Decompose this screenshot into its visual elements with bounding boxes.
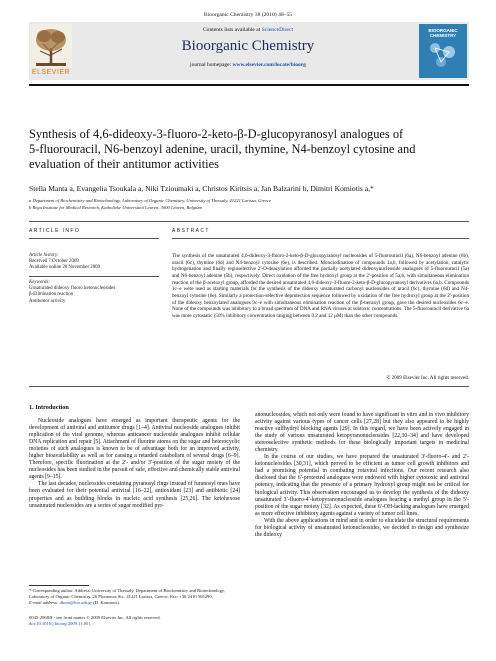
- issn-doi-block: [29, 615, 329, 627]
- article-info-heading: ARTICLE INFO: [29, 228, 81, 234]
- body-column-right: [255, 412, 469, 539]
- divider: [29, 238, 159, 239]
- affiliation-b: b Rega Institute for Medical Research, Katholieke Universiteit Leuven, 3000 Leuven, Belgium: [29, 205, 202, 210]
- paragraph: Nucleoside analogues have emerged as important therapeutic agents for the development of antiviral and antitumor drugs [1–4]. Antiviral nucleoside analogues inhibit replication of the viral genome, whereas anticancer nucleoside analogues inhibit cellular DNA replication and repair [5]. Attachment of fluorine atoms on the sugar and heterocyclic moieties of such analogues is known to be of advantage both for an improved activity, higher bioavailability as well as for causing a retarded catabolism of several drugs [6–9]. Therefore, specific fluorination at the 2′- and/or 3′-position of the sugar moiety of the nucleosides has been studied in the pursuit of safe, effective and chemically stable antiviral agents [9–15].: [29, 418, 240, 481]
- introduction-heading: 1. Introduction: [29, 404, 69, 411]
- corresponding-author-footnote: [29, 588, 240, 605]
- author-email-link[interactable]: dkom@bio.uth.gr: [59, 599, 93, 605]
- journal-cover-thumbnail: [419, 24, 467, 78]
- email-label: E-mail address:: [29, 599, 59, 605]
- journal-citation: Bioorganic Chemistry 38 (2010) 48–55: [203, 12, 293, 18]
- cover-molecule-art: [425, 38, 461, 70]
- abstract-heading: ABSTRACT: [172, 228, 210, 234]
- keywords-label: Keywords:: [29, 280, 51, 285]
- abstract-text: The synthesis of the unsaturated 4,6-dideoxy-3-fluoro-2-keto-β-D-glucopyranosyl nucleosides of 5-fluorouracil (6a), N6-benzoyl adenine (6b), uracil (6c), thymine (6d) and N4-benzoyl cytosine (6e), is described. Monoiodination of compounds 1a,b, followed by acetylation, catalytic hydrogenation and finally regioselective 2′-O-deacylation afforded the partially acetylated dideoxynucleoside analogues of 5-fluorouracil (5a) and N6-benzoyl adenine (5b), respectively. Direct oxidation of the free hydroxyl group at the 2′-position of 5a,b, with simultaneous elimination reaction of the β-acetoxyl group, afforded the desired unsaturated 4,6-dideoxy-3-fluoro-2-keto-β-D-glucopyranosyl derivatives 6a,b. Compounds 1c–e were used as starting materials for the synthesis of the dideoxy unsaturated carbonyl nucleosides of uracil (6c), thymine (6d) and N4-benzoyl cytosine (6e). Similarly a protection-selective deprotection sequence followed by oxidation of the free hydroxyl group at the 2′-position of the dideoxy benzoylated analogues 9c–e with simultaneous elimination reaction of the β-benzoyl group, gave the desired nucleosides 6c–e. None of the compounds was inhibitory to a broad spectrum of DNA and RNA viruses at subtoxic concentrations. The 5-fluorouracil derivative 6a was more cytostatic (50% inhibitory concentration ranging between 0.2 and 12 μM) than the other compounds.: [172, 253, 469, 319]
- article-title: [29, 127, 469, 172]
- journal-title: Bioorganic Chemistry: [181, 38, 315, 54]
- title-line: evaluation of their antitumor activities: [29, 157, 219, 171]
- affiliation-a: a Department of Biochemistry and Biotechnology, Laboratory of Organic Chemistry, University of Thessaly, 41221 Larissa, Greece: [29, 198, 272, 203]
- keyword: Unsaturated dideoxy fluoro ketonucleosides: [29, 286, 116, 292]
- divider: [29, 221, 469, 222]
- divider: [29, 386, 469, 387]
- publisher-name: ELSEVIER: [31, 69, 71, 76]
- paragraph: In the course of our studies, we have prepared the unsaturated 3′-fluoro-4′- and 2′-ketonucleosides [30,31], which proved to be efficient as tumor cell growth inhibitors and had a promising potential in combating rotaviral infections. Our recent research also disclosed that the 6′-protected analogues were endowed with higher cytotoxic and antiviral potency, indicating that the presence of a primary hydroxyl group might not be critical for biological activity. This observation encouraged us to develop the synthesis of the dideoxy unsaturated 3′-fluoro-4′-ketopyranonucleoside analogues bearing a methyl group in the 5′-position of the sugar moiety [32]. As expected, these 6′-OH-lacking analogues have emerged as more effective inhibitory agents against a variety of tumor cell lines.: [255, 454, 469, 517]
- copyright-notice: © 2009 Elsevier Inc. All rights reserved.: [386, 375, 469, 381]
- header-rule: [29, 84, 469, 86]
- article-history: [29, 253, 159, 272]
- contents-prefix: Contents lists available at: [202, 27, 261, 33]
- paragraph: The last decades, nucleosides containing pyranosyl rings instead of furanosyl ones have been evaluated for their potential antiviral [16–22], antioxidant [23] and antibiotic [24] properties and as building blocks in nucleic acid synthesis [25,26]. The ketohexose unsaturated nucleosides are a series of sugar modified pyr-: [29, 481, 240, 509]
- keywords-block: [29, 280, 159, 305]
- available-date: Available online 20 November 2009: [29, 265, 101, 271]
- paragraph: With the above applications in mind and in order to elucidate the structural requirements for biological activity of unsaturated ketonucleosides, we decided to design and synthesize the dideoxy: [255, 517, 469, 538]
- divider: [29, 276, 159, 277]
- issn-line: 0045-2068/$ - see front matter © 2009 Elsevier Inc. All rights reserved.: [29, 615, 161, 620]
- title-line: 5-fluorouracil, N6-benzoyl adenine, uracil, thymine, N4-benzoyl cytosine and: [29, 142, 416, 156]
- received-date: Received 7 October 2009: [29, 259, 79, 265]
- body-column-left: [29, 418, 240, 510]
- homepage-link[interactable]: www.elsevier.com/locate/bioorg: [232, 62, 306, 68]
- doi-link[interactable]: doi:10.1016/j.bioorg.2009.11.001: [29, 621, 91, 626]
- divider: [172, 238, 469, 239]
- email-suffix: (D. Komiotis).: [93, 599, 121, 605]
- footnote-address: * Corresponding author. Address: University of Thessaly, Department of Biochemistry and Biotechnology, Laboratory of Organic Chemistry, 26 Ploutonos Str., 41221 Larissa, Greece. Fax: +30 2410 565290.: [29, 588, 226, 599]
- title-line: Synthesis of 4,6-dideoxy-3-fluoro-2-keto-β-D-glucopyranosyl analogues of: [29, 127, 404, 141]
- sciencedirect-link[interactable]: ScienceDirect: [261, 27, 294, 33]
- keyword: Antitumor activity: [29, 298, 66, 304]
- cover-title: BIOORGANIC CHEMISTRY: [428, 28, 458, 38]
- history-label: Article history:: [29, 253, 59, 258]
- keyword: β-Elimination reaction: [29, 292, 74, 298]
- paragraph: anonucleosides, which not only were found to have significant in vitro and in vivo inhibitory activity against various types of cancer cells [27,28] but they also appeared to be highly reactive sulfhydryl blocking agents [29]. In this regard, we have been actively engaged in the study of various unsaturated ketopyranonucleosides [22,30–34] and have developed stereoselective synthetic methods for these biologically important targets in medicinal chemistry.: [255, 412, 469, 454]
- author-list: Stella Manta a, Evangelia Tsoukala a, Niki Tzioumaki a, Christos Kiritsis a, Jan Balzarini b, Dimitri Komiotis a,*: [29, 184, 374, 193]
- homepage-prefix: journal homepage:: [190, 62, 232, 68]
- footnote-rule: [29, 585, 89, 586]
